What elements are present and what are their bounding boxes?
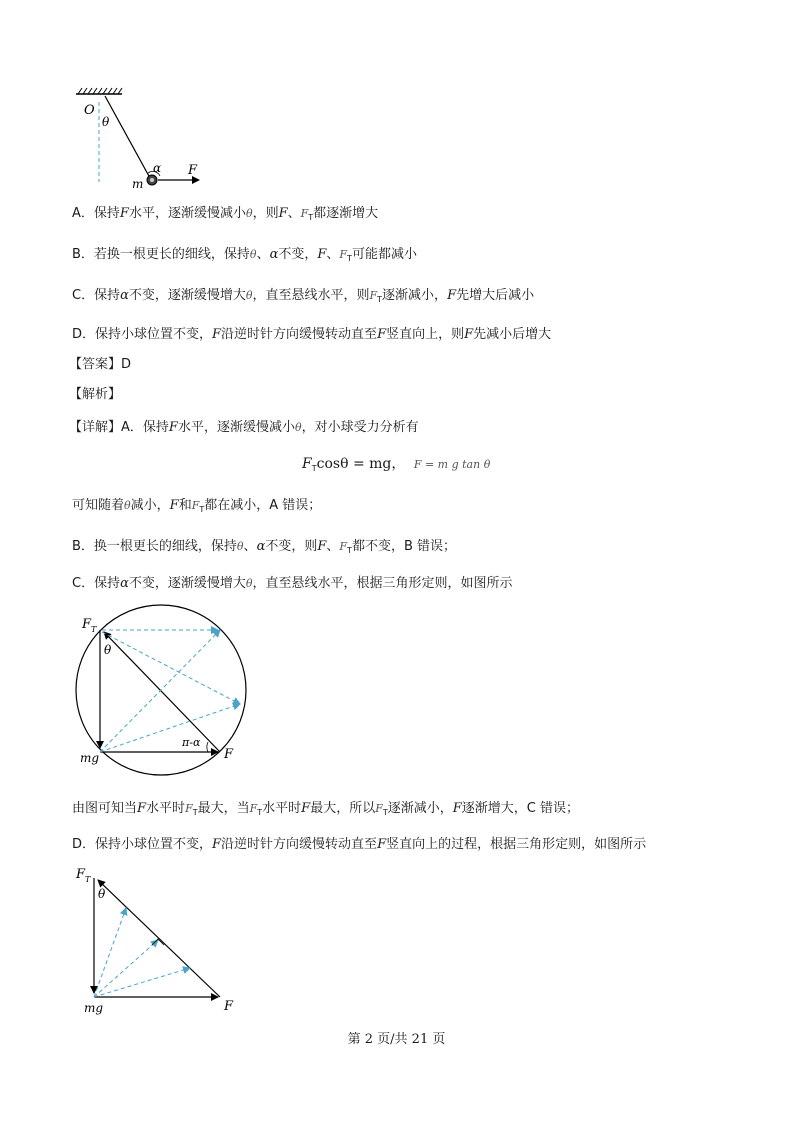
detail-a: 【详解】A．保持F水平，逐渐缓慢减小θ，对小球受力分析有 (69, 420, 419, 435)
right-triangle-figure (72, 866, 242, 1016)
label-m: m (132, 177, 144, 191)
option-b: B．若换一根更长的细线，保持θ、α不变，F、$F_T$可能都减小 (72, 247, 417, 263)
line-d: D．保持小球位置不变，F沿逆时针方向缓慢转动直至F竖直向上的过程，根据三角形定则，如图所示 (72, 837, 647, 852)
label-theta: θ (102, 115, 110, 129)
option-c: C．保持α不变，逐渐缓慢增大θ，直至悬线水平，则$F_T$逐渐减小，F先增大后减小 (72, 288, 535, 304)
line-c: C．保持α不变，逐渐缓慢增大θ，直至悬线水平，根据三角形定则，如图所示 (72, 576, 513, 591)
label-FT: $F_T$ (82, 617, 97, 634)
label-F: F (224, 747, 234, 762)
label-pi-alpha: π-α (182, 736, 201, 749)
label-theta: θ (98, 887, 106, 901)
option-a: A．保持F水平，逐渐缓慢减小θ，则F、$F_T$都逐渐增大 (72, 206, 379, 222)
label-alpha: α (153, 161, 162, 175)
dashed-vectors (100, 630, 240, 752)
conclusion-a: 可知随着θ减小，F和$F_T$都在减小，A 错误； (72, 498, 322, 514)
conclusion-b: B．换一根更长的细线，保持θ、α不变，则F、$F_T$都不变，B 错误； (72, 539, 456, 555)
label-F: F (224, 999, 234, 1014)
equation: $F_T\cos\theta$ = mg， F = m g tan θ (302, 456, 491, 473)
label-FT: $F_T$ (76, 867, 91, 884)
analysis-heading: 【解析】 (69, 387, 122, 402)
answer: 【答案】D (69, 357, 132, 372)
string (105, 96, 150, 178)
pendulum-figure (70, 88, 210, 193)
label-mg: mg (84, 1001, 104, 1015)
label-O: O (84, 103, 95, 118)
conclusion-c: 由图可知当F水平时$F_T$最大，当$F_T$水平时F最大，所以$F_T$逐渐减小，F逐渐增大，C 错误； (72, 801, 579, 817)
circle-triangle-figure (72, 612, 262, 782)
FT-vector (104, 632, 220, 752)
FT-vector (98, 880, 220, 997)
page-footer: 第 2 页/共 21 页 (347, 1032, 446, 1047)
dashed-vectors (94, 908, 190, 997)
label-F: F (188, 163, 198, 178)
label-mg: mg (80, 751, 100, 765)
option-d: D．保持小球位置不变，F沿逆时针方向缓慢转动直至F竖直向上，则F先减小后增大 (72, 327, 552, 342)
label-theta: θ (104, 643, 112, 657)
